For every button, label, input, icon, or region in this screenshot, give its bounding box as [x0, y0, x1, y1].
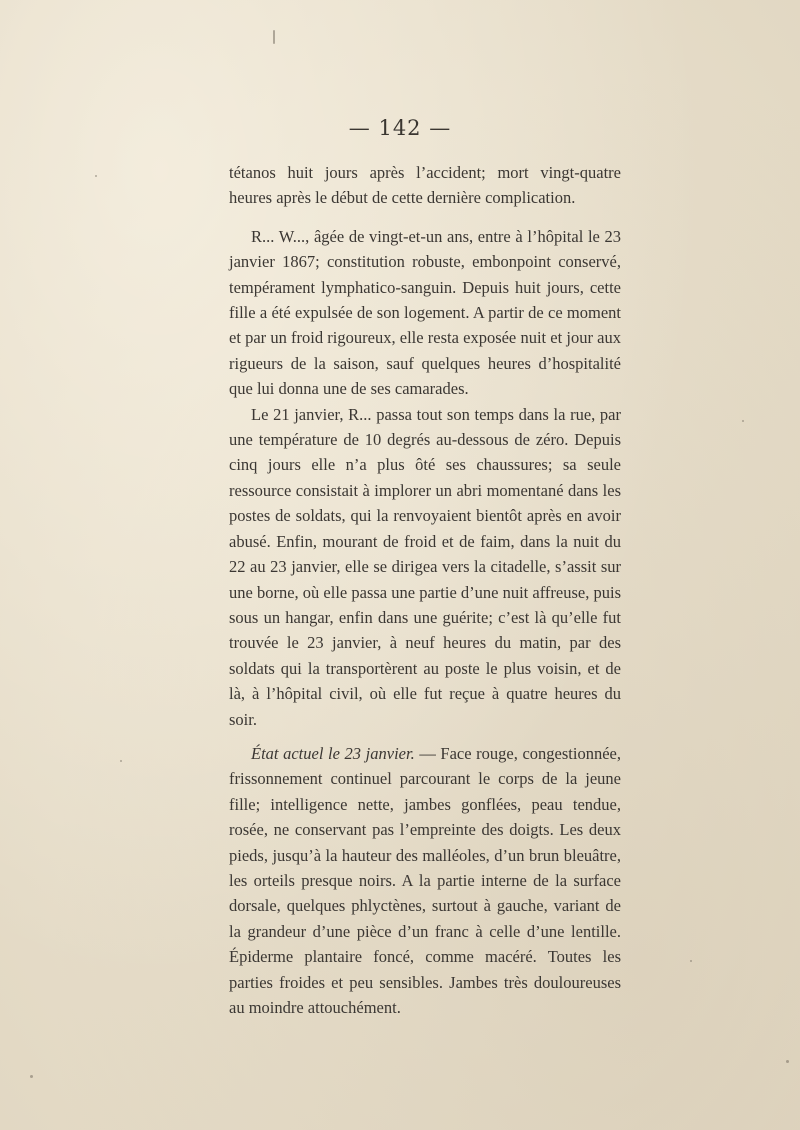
paper-speck: [690, 960, 692, 962]
paper-speck: [30, 1075, 33, 1078]
paper-speck: [273, 30, 275, 44]
current-state-text: — Face rouge, congestionnée, frissonnement continuel parcourant le corps de la jeune fille; intelligence nette, jambes gonflées, peau tendue, rosée, ne conservant pas l’empreinte des doigts. Les deux pieds, jusqu’à la hauteur des malléoles, d’un brun bleuâtre, les orteils presque noirs. A la partie interne de la surface dorsale, quelques phlyctènes, surtout à gauche, variant de la grandeur d’une pièce d’un franc à celle d’une lentille. Épiderme plantaire foncé, comme macéré. Toutes les parties froides et peu sensibles. Jambes très douloureuses au moindre attouchément.: [229, 743, 621, 1017]
paragraph-current-state: [229, 741, 621, 1020]
paragraph-continuation: tétanos huit jours après l’accident; mort vingt-quatre heures après le début de cette dernière complication.: [229, 163, 621, 208]
section-heading-italic: État actuel le 23 janvier.: [251, 743, 415, 763]
paragraph-case-history: R... W..., âgée de vingt-et-un ans, entre à l’hôpital le 23 janvier 1867; constitution robuste, embonpoint conservé, tempérament lymphatico-sanguin. Depuis huit jours, cette fille a été expulsée de son logement. A partir de ce moment et par un froid rigoureux, elle resta exposée nuit et jour aux rigueurs de la saison, sauf quelques heures d’hospitalité que lui donna une de ses camarades.: [229, 226, 621, 399]
body-text: [229, 160, 621, 1020]
paragraph-exposure: Le 21 janvier, R... passa tout son temps dans la rue, par une température de 10 degrés au-dessous de zéro. Depuis cinq jours elle n’a plus ôté ses chaussures; sa seule ressource consistait à implorer un abri momentané dans les postes de soldats, qui la renvoyaient bientôt après en avoir abusé. Enfin, mourant de froid et de faim, dans la nuit du 22 au 23 janvier, elle se dirigea vers la citadelle, s’assit sur une borne, où elle passa une partie d’une nuit affreuse, puis sous un hangar, enfin dans une guérite; c’est là qu’elle fut trouvée le 23 janvier, à neuf heures du matin, par des soldats qui la transportèrent au poste le plus voisin, et de là, à l’hôpital civil, où elle fut reçue à quatre heures du soir.: [229, 404, 621, 729]
paper-speck: [95, 175, 97, 177]
paper-speck: [742, 420, 744, 422]
paper-speck: [120, 760, 122, 762]
paper-speck: [786, 1060, 789, 1063]
page-number: — 142 —: [348, 116, 452, 140]
